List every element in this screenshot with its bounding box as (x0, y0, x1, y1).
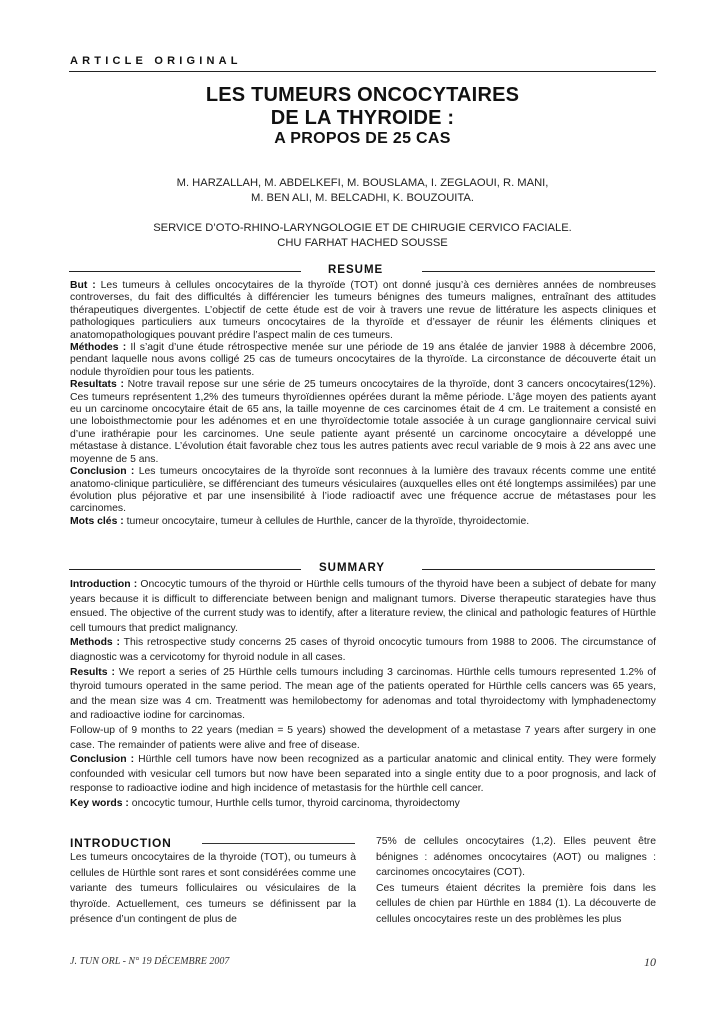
introduction-heading-bar (70, 836, 355, 850)
but-text: Les tumeurs à cellules oncocytaires de la thyroïde (TOT) ont donné jusqu’à ces dernières années de nombreuses controverses, du fait des difficultés à différencier les tumeurs bénignes des tumeurs malignes, entraînant des attitudes thérapeutiques divergentes. L’objectif de cette étude est de voir à travers une revue de littérature les aspects cliniques et pathologiques particuliers aux tumeurs oncocytaires de la thyroïde et d’essayer de réunir les éléments cliniques et anatomopathologiques pouvant prédire l’aspect malin de ces tumeurs. (70, 280, 656, 341)
resultats-text: Notre travail repose sur une série de 25 tumeurs oncocytaires de la thyroïde, dont 3 cancers oncocytaires(12%). Ces tumeurs représentent 1,2% des tumeurs thyroïdiennes opérées durant la même période. L’âge moyen des patients ayant eu un carcinome oncocytaire était de 65 ans, la taille moyenne de ces carcinomes était de 4 cm. Le traitement a consisté en une loboisthmectomie pour les adénomes et en une thyroïdectomie totale associée à un curage ganglionnaire cervical suivi d’une irathérapie pour les carcinomes. Une seule patiente ayant présenté un carcinome oncocytaire a développé une métastase à distance. L’évolution était favorable chez tous les autres patients avec recul variable de 9 mois à 22 ans avec une moyenne de 5 ans. (70, 379, 657, 465)
introduction-right-column (376, 834, 656, 927)
resume-methodes-paragraph (70, 342, 656, 379)
summary-abstract (70, 578, 656, 812)
resume-but-paragraph (70, 280, 656, 342)
keywords-label: Key words : (70, 797, 129, 809)
results-label: Results : (70, 666, 115, 678)
divider-rule (422, 271, 655, 272)
conclusion-text: Les tumeurs oncocytaires de la thyroïde sont reconnues à la lumière des travaux récents comme une entité anatomo-clinique particulière, se différenciant des tumeurs vésiculaires (auxquelles elles ont été longtemps assimilées) par une évolution plus péjorative et par une insensibilité à l’iode radioactif avec une fréquence accrue de métastases pour les carcinomes. (70, 466, 657, 515)
page-number: 10 (644, 955, 656, 969)
motscles-text: tumeur oncocytaire, tumeur à cellules de Hurthle, cancer de la thyroïde, thyroidectomie. (123, 515, 530, 527)
resume-abstract (70, 280, 656, 528)
authors-line-1: M. HARZALLAH, M. ABDELKEFI, M. BOUSLAMA, I. ZEGLAOUI, R. MANI, (176, 177, 549, 189)
motscles-label: Mots clés : (70, 515, 124, 527)
article-type-kicker: ARTICLE ORIGINAL (70, 55, 242, 67)
summary-conclusion-label: Conclusion : (70, 754, 135, 766)
conclusion-label: Conclusion : (70, 466, 135, 478)
intro-text: Oncocytic tumours of the thyroid or Hürthle cells tumours of the thyroid have been a subject of debate for many years because it is difficult to differenciate between benign and malignant tumors. Diverse therapeutic starategies have thus ensued. The objective of the current study was to identify, after a literature review, the clinical and pathologic features of Hürthle cell tumours that predict malignancy. (70, 579, 656, 634)
intro-label: Introduction : (70, 579, 138, 590)
divider-rule (69, 271, 301, 272)
introduction-heading: INTRODUCTION (70, 836, 172, 850)
summary-keywords-paragraph (70, 797, 656, 812)
but-label: But : (70, 280, 96, 291)
results-text: We report a series of 25 Hürthle cells tumours including 3 carcinomas. Hürthle cells tumours represented 1.2% of thyroid tumours operated in the same period. The mean age of the patients operated for Hürthle cells cancers was 65 years, and the mean size was 4 cm. Treatmentt was hemilobectomy for adenomas and total thyroidectomy with lymphadenectomy and radioactive iodine for carcinomas. (70, 666, 656, 722)
summary-heading: SUMMARY (319, 562, 385, 574)
methods-label: Methods : (70, 637, 120, 649)
introduction-right-paragraph-1: 75% de cellules oncocytaires (1,2). Elles peuvent être bénignes : adénomes oncocytaires (AOT) ou malignes : carcinomes oncocytaires (COT). (376, 836, 656, 878)
summary-conclusion-paragraph (70, 753, 656, 797)
divider-rule (422, 569, 655, 570)
summary-conclusion-text: Hürthle cell tumors have now been recognized as a particular anatomic and clinical entity. They were formely confounded with vesicular cell tumors but now have been separated into a single entity due to a poor prognosis, and lack of response to radioactive iodine and high incidence of metastasis for the hürthle cell cancer. (70, 754, 657, 795)
resume-resultats-paragraph (70, 379, 656, 466)
summary-results-paragraph (70, 666, 656, 724)
introduction-right-paragraph-2: Ces tumeurs étaient décrites la première fois dans les cellules de chien par Hürthle en 1884 (1). La découverte de cellules oncocytaires reste un des problèmes les plus (376, 882, 656, 925)
affiliation-line-2: CHU FARHAT HACHED SOUSSE (277, 237, 448, 249)
article-subtitle: A PROPOS DE 25 CAS (274, 130, 451, 147)
article-title-line-1: LES TUMEURS ONCOCYTAIRES (205, 84, 520, 106)
divider-rule (69, 569, 301, 570)
summary-heading-bar (69, 562, 655, 576)
resume-heading: RESUME (328, 264, 384, 276)
divider-rule (202, 843, 355, 844)
methodes-text: Il s’agit d’une étude rétrospective menée sur une période de 19 ans étalée de janvier 1988 à décembre 2006, pendant laquelle nous avons colligé 25 cas de tumeurs oncocytaires de la thyroïde. La circonstance de découverte était un nodule thyroïdien pour tous les patients. (70, 342, 656, 378)
journal-citation: J. TUN ORL - N° 19 DÉCEMBRE 2007 (70, 956, 230, 967)
introduction-left-text: Les tumeurs oncocytaires de la thyroide (TOT), ou tumeurs à cellules de Hürthle sont rares et sont considérées comme une variante des tumeurs folliculaires ou vésiculaires de la thyroïde. Actuellement, ces tumeurs se définissent par la présence d’un contingent de plus de (70, 852, 356, 925)
resultats-label: Resultats : (70, 379, 124, 391)
methodes-label: Méthodes : (70, 342, 127, 354)
summary-followup-paragraph: Follow-up of 9 months to 22 years (median = 5 years) showed the development of a metastase 7 years after surgery in one case. The remainder of patients were alive and free of disease. (70, 724, 656, 751)
resume-motscles-paragraph (70, 516, 656, 528)
authors-line-2: M. BEN ALI, M. BELCADHI, K. BOUZOUITA. (251, 192, 474, 204)
resume-heading-bar (69, 264, 655, 278)
resume-conclusion-paragraph (70, 466, 656, 516)
methods-text: This retrospective study concerns 25 cases of thyroid oncocytic tumours from 1988 to 2006. The circumstance of diagnostic was a cervicotomy for thyroid nodule in all cases. (70, 637, 657, 663)
article-title-line-2: DE LA THYROIDE : (270, 107, 455, 129)
keywords-text: oncocytic tumour, Hurthle cells tumor, thyroid carcinoma, thyroidectomy (128, 797, 460, 809)
summary-methods-paragraph (70, 636, 656, 665)
introduction-left-column (70, 850, 356, 928)
summary-intro-paragraph (70, 578, 656, 636)
affiliation-line-1: SERVICE D’OTO-RHINO-LARYNGOLOGIE ET DE CHIRUGIE CERVICO FACIALE. (153, 222, 572, 234)
header-rule (69, 71, 656, 72)
